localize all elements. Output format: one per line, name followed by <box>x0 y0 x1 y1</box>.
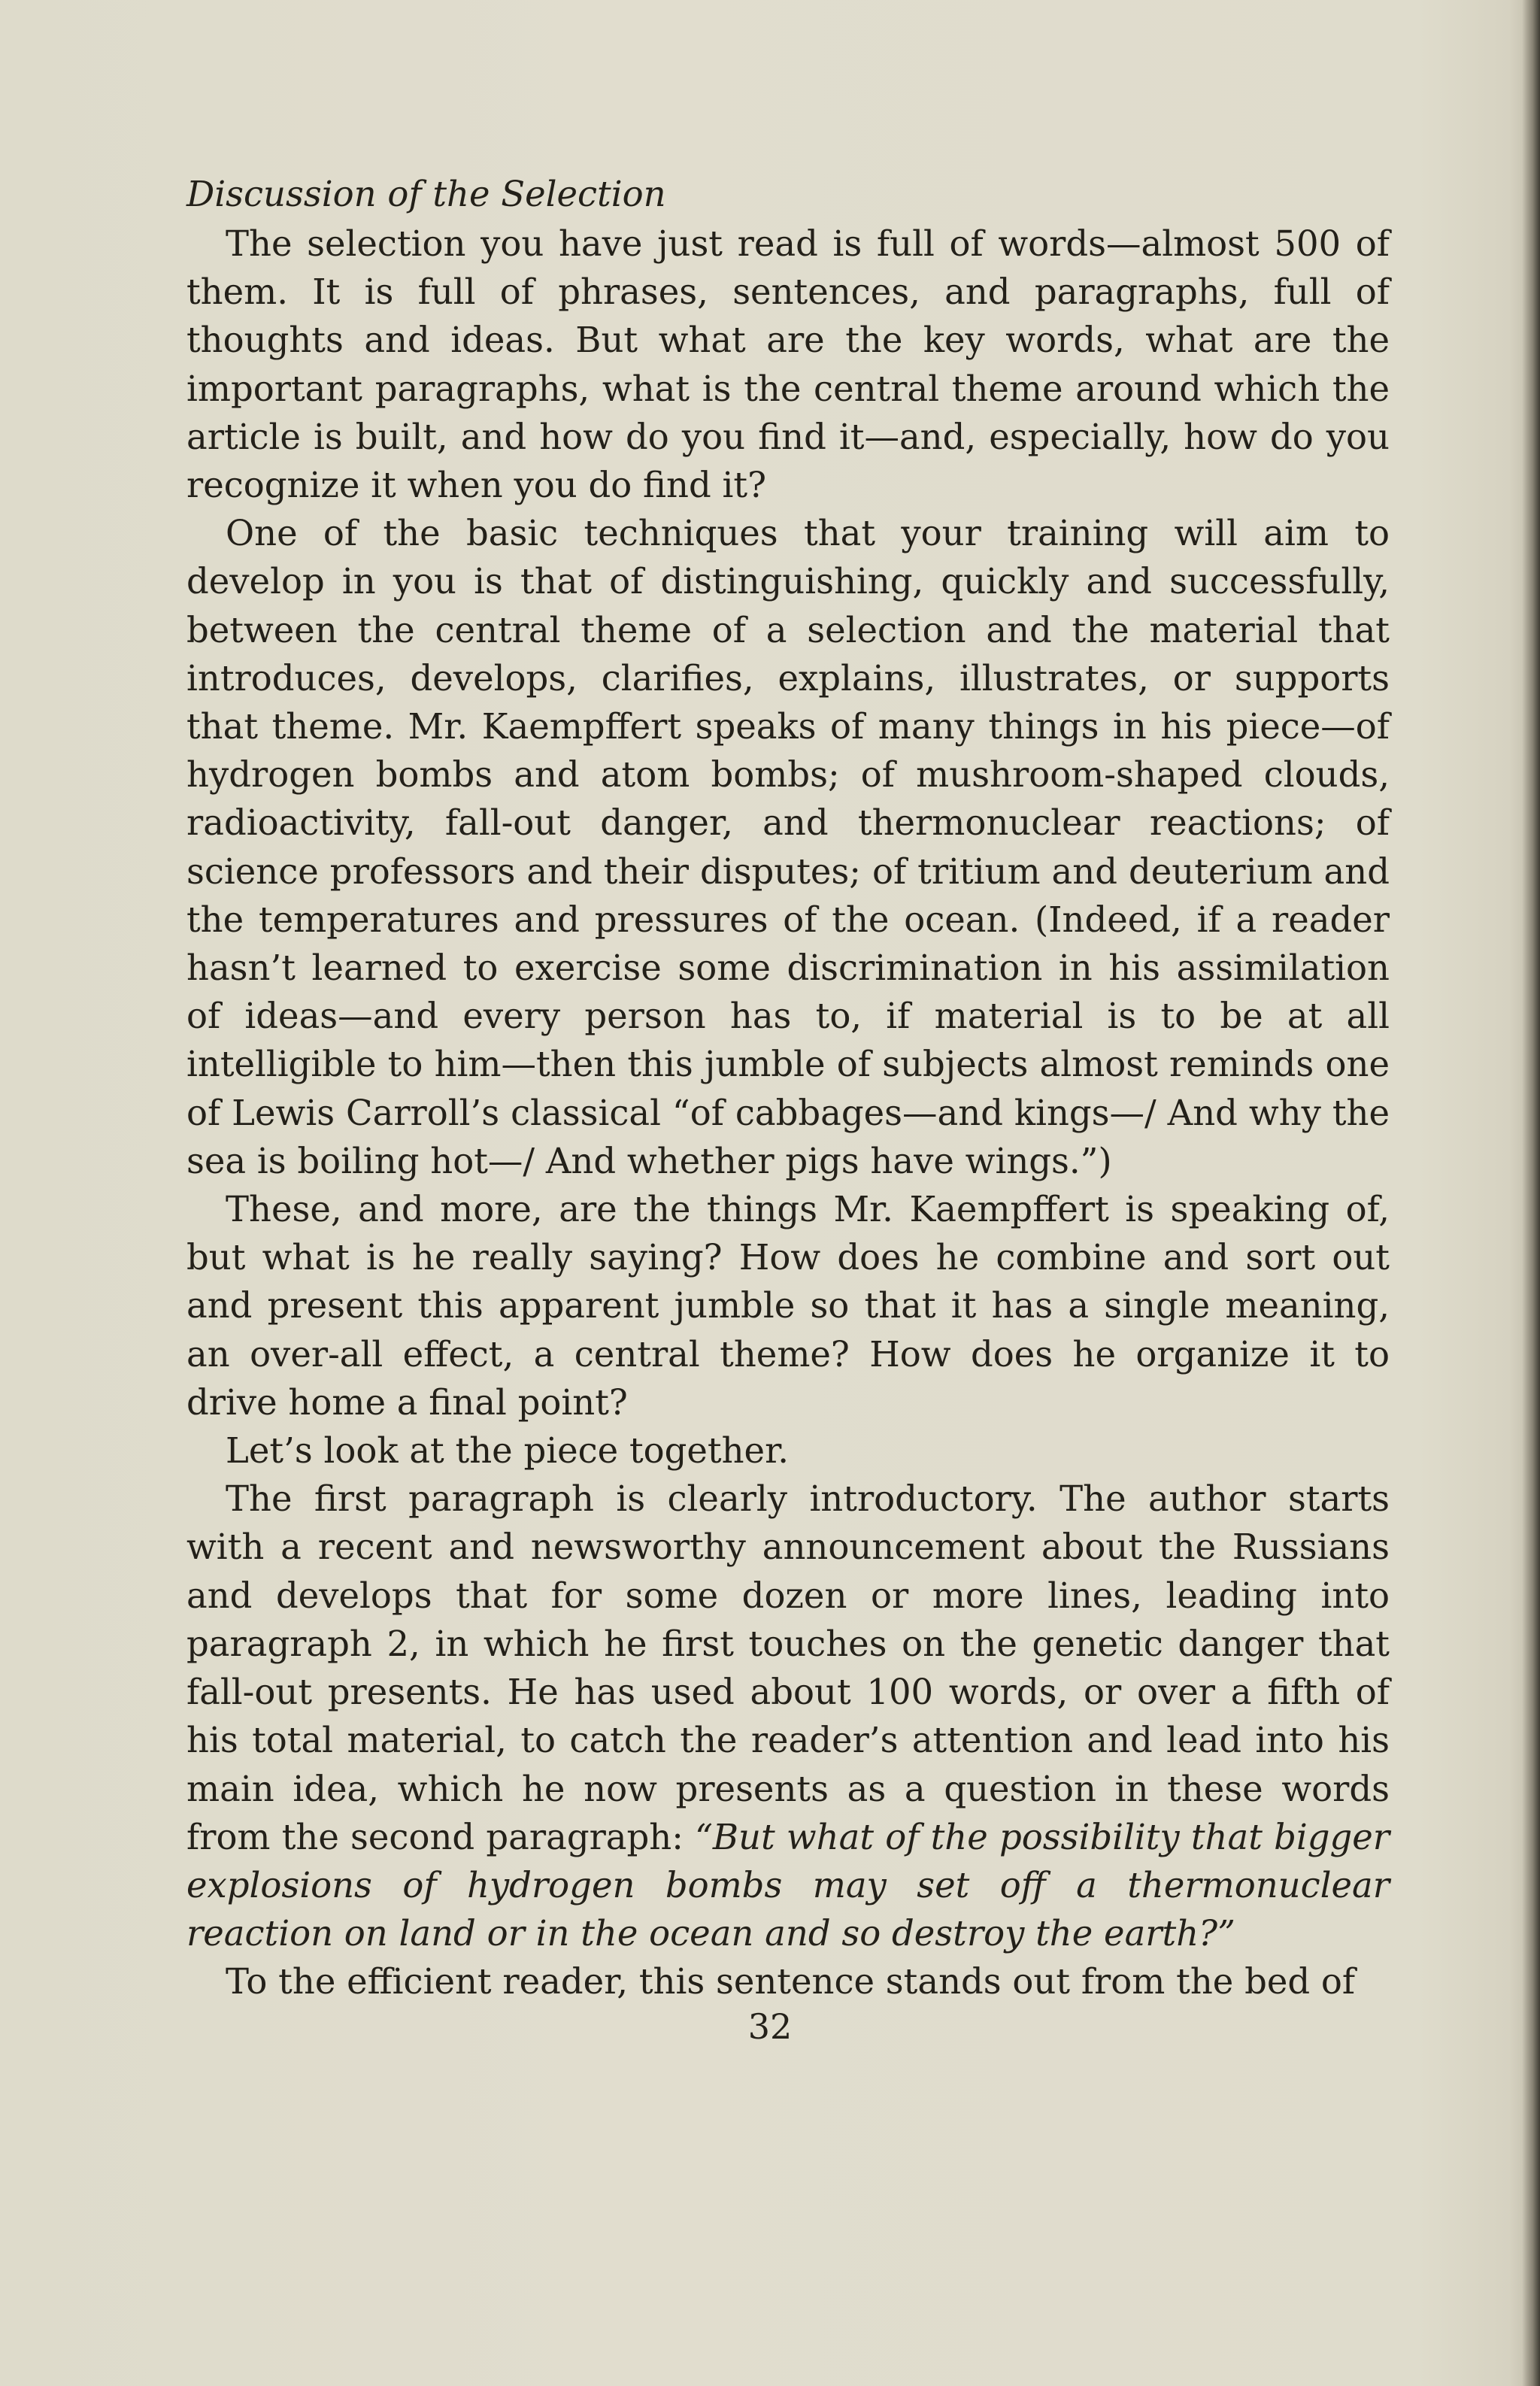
paragraph-text: The first paragraph is clearly introductory. The author starts with a recent and newsworthy announcement about the Russians and develops that for some dozen or more lines, leading into paragraph 2, in which he first touches on the genetic danger that fall-out presents. He has used about 100 words, or over a fifth of his total material, to catch the reader’s attention and lead into his main idea, which he now presents as a question in these words from the second paragraph: <box>186 1478 1390 1857</box>
text-block <box>186 170 1390 2006</box>
paragraph: One of the basic techniques that your training will aim to develop in you is that of distinguishing, quickly and successfully, between the central theme of a selection and the material that introduces, develops, clarifies, explains, illustrates, or supports that theme. Mr. Kaempffert speaks of many things in his piece—of hydrogen bombs and atom bombs; of mushroom-shaped clouds, radioactivity, fall-out danger, and thermonuclear reactions; of science professors and their disputes; of tritium and deuterium and the temperatures and pressures of the ocean. (Indeed, if a reader hasn’t learned to exercise some discrimination in his assimilation of ideas—and every person has to, if material is to be at all intelligible to him—then this jumble of subjects almost reminds one of Lewis Carroll’s classical “of cabbages—and kings—/ And why the sea is boiling hot—/ And whether pigs have wings.”) <box>186 513 1390 1181</box>
page-number: 32 <box>747 2006 793 2047</box>
paragraph: These, and more, are the things Mr. Kaempffert is speaking of, but what is he really saying? How does he combine and sort out and present this apparent jumble so that it has a single meaning, an over-all effect, a central theme? How does he organize it to drive home a final point? <box>186 1189 1390 1423</box>
paragraph: To the efficient reader, this sentence stands out from the bed of <box>226 1961 1356 2002</box>
paragraph: Let’s look at the piece together. <box>226 1430 789 1472</box>
section-heading: Discussion of the Selection <box>186 174 666 214</box>
quoted-question: “But what of the possibility that bigger explosions of hydrogen bombs may set off a thermonuclear reaction on land or in the ocean and so destroy the earth?” <box>186 1816 1390 1954</box>
paragraph <box>186 1475 1390 1957</box>
paragraph: The selection you have just read is full of words—almost 500 of them. It is full of phrases, sentences, and paragraphs, full of thoughts and ideas. But what are the key words, what are the important paragraphs, what is the central theme around which the article is built, and how do you find it—and, especially, how do you recognize it when you do find it? <box>186 223 1390 506</box>
